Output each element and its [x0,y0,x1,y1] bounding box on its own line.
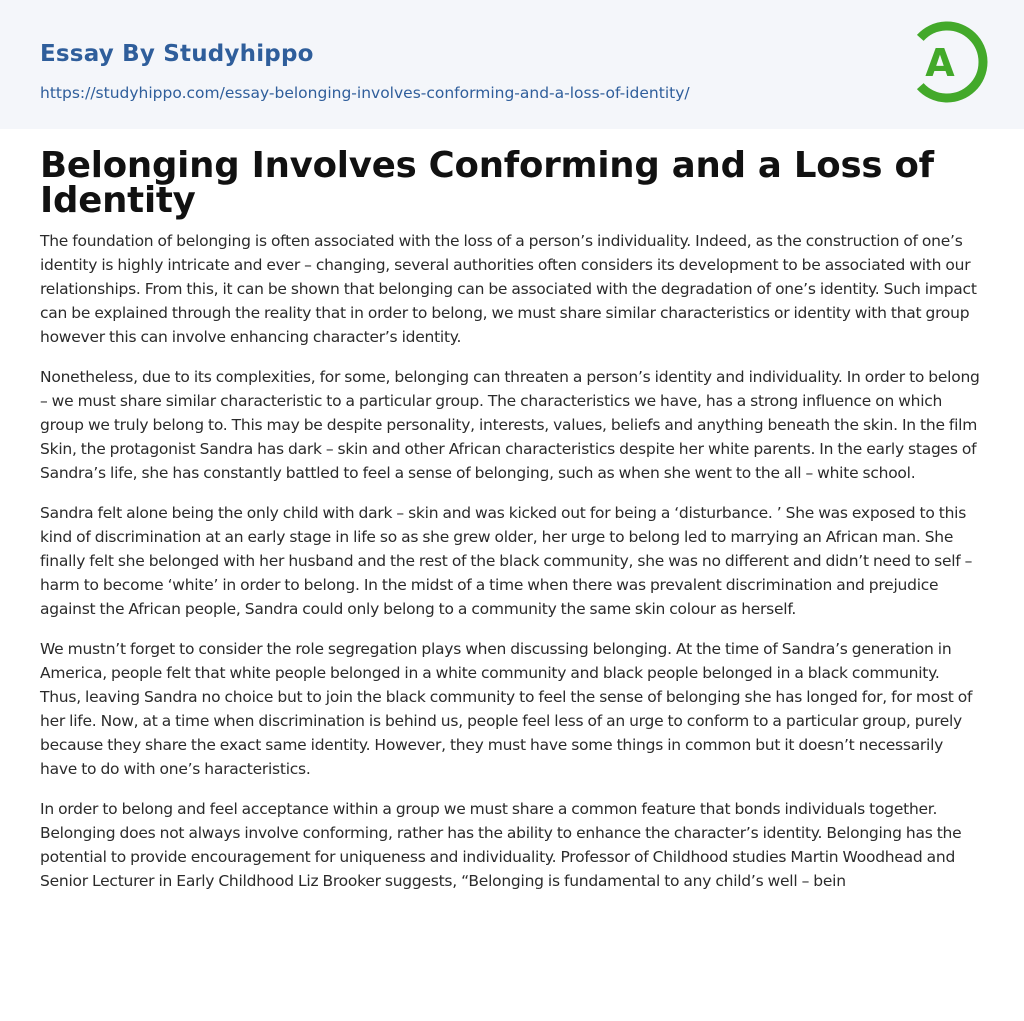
essay-paragraph-3: Sandra felt alone being the only child with dark – skin and was kicked out for being a ‘disturbance. ’ She was exposed to this kind of discrimination at an early stage in life so as she grew older, her urge to belong led to marrying an African man. She finally felt she belonged with her husband and the rest of the black community, she was no different and didn’t need to self – harm to become ‘white’ in order to belong. In the midst of a time when there was prevalent discrimination and prejudice against the African people, Sandra could only belong to a community the same skin colour as herself. [40,504,973,618]
essay-title: Belonging Involves Conforming and a Loss of Identity [40,145,934,221]
studyhippo-logo-icon[interactable] [908,18,990,106]
essay-url-link[interactable]: https://studyhippo.com/essay-belonging-involves-conforming-and-a-loss-of-identity/ [40,84,690,102]
essay-content [40,145,984,893]
site-brand[interactable]: Essay By Studyhippo [40,41,314,67]
essay-paragraph-4: We mustn’t forget to consider the role segregation plays when discussing belonging. At the time of Sandra’s generation in America, people felt that white people belonged in a white community and black people belonged in a black community. Thus, leaving Sandra no choice but to join the black community to feel the sense of belonging she has longed for, for most of her life. Now, at a time when discrimination is behind us, people feel less of an urge to conform to a particular group, purely because they share the exact same identity. However, they must have some things in common but it doesn’t necessarily have to do with one’s haracteristics. [40,640,973,778]
logo-letter: A [925,41,955,85]
essay-paragraph-1: The foundation of belonging is often associated with the loss of a person’s individuality. Indeed, as the construction of one’s identity is highly intricate and ever – changing, several authorities often considers its development to be associated with our relationships. From this, it can be shown that belonging can be associated with the degradation of one’s identity. Such impact can be explained through the reality that in order to belong, we must share similar characteristics or identity with that group however this can involve enhancing character’s identity. [40,232,977,346]
site-header [0,0,1024,129]
essay-paragraph-2: Nonetheless, due to its complexities, for some, belonging can threaten a person’s identity and individuality. In order to belong – we must share similar characteristic to a particular group. The characteristics we have, has a strong influence on which group we truly belong to. This may be despite personality, interests, values, beliefs and anything beneath the skin. In the film Skin, the protagonist Sandra has dark – skin and other African characteristics despite her white parents. In the early stages of Sandra’s life, she has constantly battled to feel a sense of belonging, such as when she went to the all – white school. [40,368,980,482]
essay-paragraph-5: In order to belong and feel acceptance within a group we must share a common feature that bonds individuals together. Belonging does not always involve conforming, rather has the ability to enhance the character’s identity. Belonging has the potential to provide encouragement for uniqueness and individuality. Professor of Childhood studies Martin Woodhead and Senior Lecturer in Early Childhood Liz Brooker suggests, “Belonging is fundamental to any child’s well – bein [40,800,962,890]
